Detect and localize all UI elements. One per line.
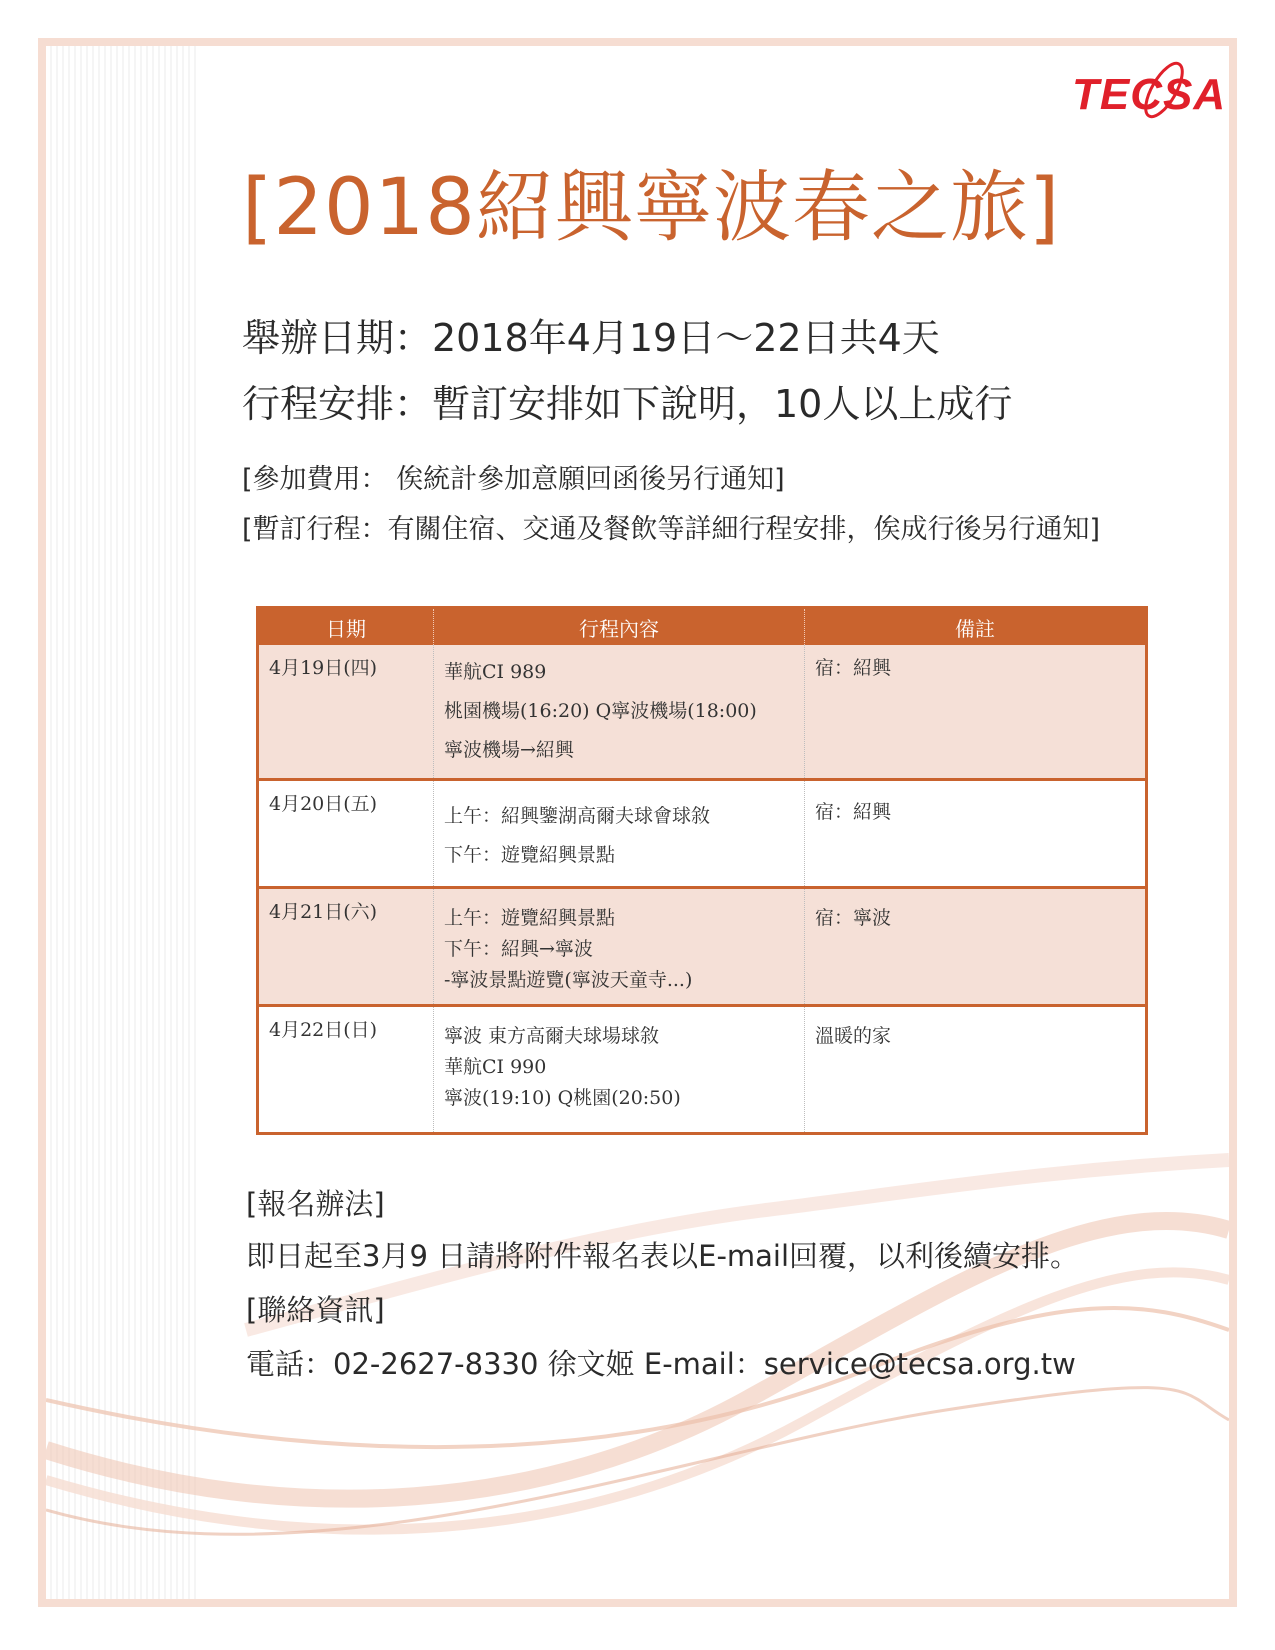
logo-text: TECSA (1072, 70, 1227, 119)
row-plan (434, 888, 805, 1006)
plan-line: 寧波(19:10) Q桃園(20:50) (444, 1087, 681, 1109)
header-plan: 行程內容 (434, 608, 805, 646)
table-row (258, 780, 1147, 888)
schedule-table (256, 606, 1148, 1135)
itinerary-note: [暫訂行程：有關住宿、交通及餐飲等詳細行程安排，俟成行後另行通知] (242, 514, 1101, 545)
row-remark: 宿：紹興 (805, 780, 1147, 888)
fee-note: [參加費用： 俟統計參加意願回函後另行通知] (242, 464, 785, 495)
plan-line: 華航CI 990 (444, 1056, 547, 1078)
row-date: 4月21日(六) (258, 888, 434, 1006)
plan-line: 下午：遊覽紹興景點 (444, 844, 616, 866)
table-row (258, 1006, 1147, 1134)
plan-line: 上午：紹興鑒湖高爾夫球會球敘 (444, 805, 711, 827)
plan-summary: 行程安排：暫訂安排如下說明，10人以上成行 (242, 382, 1013, 426)
plan-line: 華航CI 989 (444, 661, 547, 683)
row-plan (434, 645, 805, 780)
tecsa-logo (1072, 52, 1227, 124)
table-header-row (258, 608, 1147, 646)
row-date: 4月22日(日) (258, 1006, 434, 1134)
contact-text: 電話：02-2627-8330 徐文姬 E-mail：service@tecsa.org.tw (246, 1347, 1076, 1381)
plan-line: 寧波機場→紹興 (444, 739, 574, 761)
row-remark: 宿：寧波 (805, 888, 1147, 1006)
plan-line: 桃園機場(16:20) Q寧波機場(18:00) (444, 700, 757, 722)
plan-line: 下午：紹興→寧波 (444, 938, 593, 960)
row-date: 4月19日(四) (258, 645, 434, 780)
header-date: 日期 (258, 608, 434, 646)
plan-line: -寧波景點遊覽(寧波天童寺...) (444, 969, 693, 991)
row-remark: 溫暖的家 (805, 1006, 1147, 1134)
table-row (258, 645, 1147, 780)
row-plan (434, 1006, 805, 1134)
table-row (258, 888, 1147, 1006)
row-plan (434, 780, 805, 888)
contact-heading: [聯絡資訊] (246, 1293, 385, 1327)
plan-line: 寧波 東方高爾夫球場球敘 (444, 1025, 660, 1047)
signup-text: 即日起至3月9 日請將附件報名表以E-mail回覆，以利後續安排。 (246, 1239, 1080, 1273)
row-remark: 宿：紹興 (805, 645, 1147, 780)
signup-heading: [報名辦法] (246, 1187, 385, 1221)
page-title: [2018紹興寧波春之旅] (242, 163, 1061, 253)
plan-line: 上午：遊覽紹興景點 (444, 907, 616, 929)
event-date: 舉辦日期：2018年4月19日～22日共4天 (242, 316, 940, 360)
row-date: 4月20日(五) (258, 780, 434, 888)
header-remark: 備註 (805, 608, 1147, 646)
